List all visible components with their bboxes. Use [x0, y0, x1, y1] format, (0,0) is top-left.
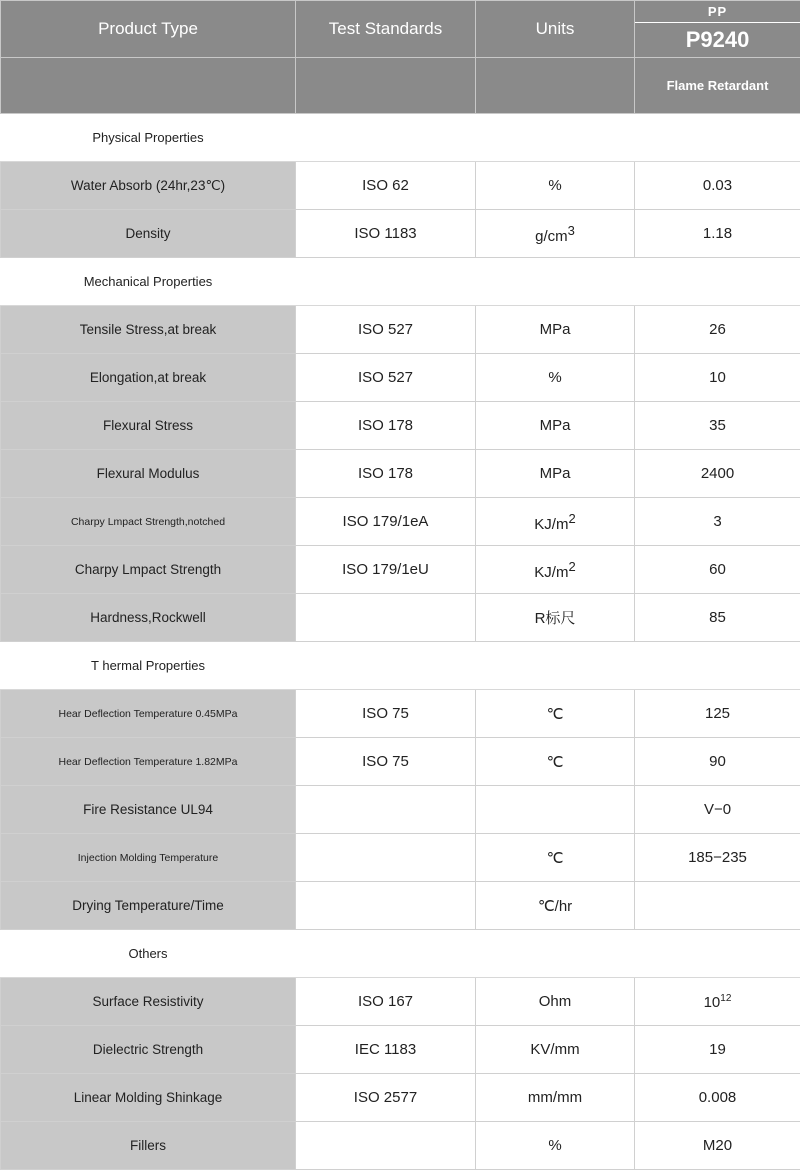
header-blank-1: [1, 58, 296, 114]
unit-text: ℃/hr: [537, 897, 573, 915]
header-units: Units: [476, 1, 635, 58]
test-standard: ISO 1183: [296, 210, 476, 258]
unit-cell: [476, 210, 635, 258]
value-text: 26: [709, 321, 726, 338]
unit-text: ℃: [546, 753, 564, 771]
value-cell: [635, 1074, 800, 1122]
unit-cell: [476, 450, 635, 498]
value-text: M20: [702, 1137, 733, 1154]
value-text: 19: [709, 1041, 726, 1058]
header-grade: Flame Retardant: [635, 58, 800, 114]
value-cell: [635, 402, 800, 450]
header-blank-2: [296, 58, 476, 114]
unit-text: KJ/m: [534, 515, 569, 533]
value-cell: [635, 306, 800, 354]
table-row: [1, 882, 800, 930]
unit-text: %: [548, 369, 562, 386]
table-row: [1, 690, 800, 738]
unit-superscript: 3: [567, 222, 575, 238]
table-row: [1, 354, 800, 402]
unit-text: %: [548, 177, 562, 194]
test-standard: ISO 178: [296, 402, 476, 450]
value-cell: [635, 738, 800, 786]
header-product-type: Product Type: [1, 1, 296, 58]
table-row: [1, 1122, 800, 1170]
value-cell: [635, 1122, 800, 1170]
unit-cell: [476, 594, 635, 642]
value-cell: [635, 786, 800, 834]
table-row: [1, 786, 800, 834]
section-title: Others: [128, 946, 168, 961]
property-name: Water Absorb (24hr,23℃): [1, 162, 296, 210]
property-name: Surface Resistivity: [1, 978, 296, 1026]
test-standard: ISO 178: [296, 450, 476, 498]
property-name: Linear Molding Shinkage: [1, 1074, 296, 1122]
test-standard: [296, 1122, 476, 1170]
table-row: [1, 1074, 800, 1122]
unit-cell: [476, 402, 635, 450]
property-name: Elongation,at break: [1, 354, 296, 402]
unit-text: ℃: [546, 849, 564, 867]
section-header-row: [1, 930, 800, 978]
property-name: Charpy Lmpact Strength: [1, 546, 296, 594]
table-row: [1, 546, 800, 594]
header-test-standards: Test Standards: [296, 1, 476, 58]
test-standard: ISO 527: [296, 306, 476, 354]
property-name: Density: [1, 210, 296, 258]
table-row: [1, 162, 800, 210]
unit-text: R标尺: [534, 610, 576, 627]
property-name: Fire Resistance UL94: [1, 786, 296, 834]
table-row: [1, 498, 800, 546]
property-name: Hardness,Rockwell: [1, 594, 296, 642]
unit-cell: [476, 1122, 635, 1170]
test-standard: ISO 527: [296, 354, 476, 402]
value-text: 2400: [700, 465, 735, 482]
table-row: [1, 978, 800, 1026]
header-model: P9240: [635, 23, 800, 58]
value-cell: [635, 594, 800, 642]
test-standard: ISO 179/1eU: [296, 546, 476, 594]
value-text: 10: [703, 993, 721, 1011]
value-cell: [635, 210, 800, 258]
test-standard: ISO 75: [296, 738, 476, 786]
table-row: [1, 402, 800, 450]
unit-cell: [476, 162, 635, 210]
value-text: 60: [709, 561, 726, 578]
test-standard: ISO 167: [296, 978, 476, 1026]
unit-cell: [476, 786, 635, 834]
value-text: 0.008: [698, 1089, 737, 1106]
unit-text: MPa: [539, 321, 571, 338]
unit-cell: [476, 498, 635, 546]
section-cell: [1, 258, 800, 306]
test-standard: [296, 834, 476, 882]
unit-cell: [476, 690, 635, 738]
unit-cell: [476, 1074, 635, 1122]
value-text: V−0: [703, 801, 732, 818]
test-standard: IEC 1183: [296, 1026, 476, 1074]
property-name: Drying Temperature/Time: [1, 882, 296, 930]
property-name: Dielectric Strength: [1, 1026, 296, 1074]
value-text: 0.03: [702, 177, 733, 194]
test-standard: ISO 75: [296, 690, 476, 738]
test-standard: ISO 62: [296, 162, 476, 210]
value-text: 90: [709, 753, 726, 770]
unit-text: KV/mm: [530, 1041, 580, 1058]
table-row: [1, 834, 800, 882]
section-header-row: [1, 114, 800, 162]
unit-superscript: 2: [568, 558, 576, 574]
value-text: 1.18: [702, 225, 733, 242]
value-text: 85: [709, 609, 726, 626]
test-standard: ISO 2577: [296, 1074, 476, 1122]
value-cell: [635, 546, 800, 594]
header-brand: PP: [635, 1, 800, 23]
table-row: [1, 738, 800, 786]
property-name: Hear Deflection Temperature 0.45MPa: [1, 690, 296, 738]
test-standard: [296, 594, 476, 642]
value-cell: [635, 978, 800, 1026]
unit-text: Ohm: [538, 993, 572, 1010]
value-cell: [635, 1026, 800, 1074]
section-title: T hermal Properties: [91, 658, 205, 673]
unit-cell: [476, 738, 635, 786]
section-header-row: [1, 258, 800, 306]
unit-cell: [476, 306, 635, 354]
unit-text: g/cm: [535, 227, 568, 245]
value-cell: [635, 498, 800, 546]
unit-cell: [476, 546, 635, 594]
property-name: Tensile Stress,at break: [1, 306, 296, 354]
value-text: 35: [709, 417, 726, 434]
section-title: Mechanical Properties: [83, 274, 213, 289]
section-title: Physical Properties: [92, 130, 204, 145]
property-name: Flexural Modulus: [1, 450, 296, 498]
test-standard: [296, 882, 476, 930]
value-cell: [635, 162, 800, 210]
value-cell: [635, 450, 800, 498]
value-cell: [635, 834, 800, 882]
header-blank-3: [476, 58, 635, 114]
value-cell: [635, 690, 800, 738]
unit-text: mm/mm: [527, 1089, 583, 1106]
table-row: [1, 450, 800, 498]
test-standard: ISO 179/1eA: [296, 498, 476, 546]
value-text: 125: [704, 705, 731, 722]
value-cell: [635, 882, 800, 930]
unit-cell: [476, 1026, 635, 1074]
unit-cell: [476, 354, 635, 402]
unit-text: KJ/m: [534, 563, 569, 581]
unit-text: MPa: [539, 417, 571, 434]
test-standard: [296, 786, 476, 834]
property-name: Hear Deflection Temperature 1.82MPa: [1, 738, 296, 786]
unit-text: MPa: [539, 465, 571, 482]
unit-text: %: [548, 1137, 562, 1154]
section-cell: [1, 930, 800, 978]
table-row: [1, 1026, 800, 1074]
value-cell: [635, 354, 800, 402]
unit-superscript: 2: [568, 510, 576, 526]
table-row: [1, 210, 800, 258]
section-cell: [1, 114, 800, 162]
unit-cell: [476, 834, 635, 882]
value-text: 3: [713, 513, 722, 530]
section-header-row: [1, 642, 800, 690]
value-text: 10: [709, 369, 726, 386]
property-name: Injection Molding Temperature: [1, 834, 296, 882]
section-cell: [1, 642, 800, 690]
property-name: Fillers: [1, 1122, 296, 1170]
property-name: Charpy Lmpact Strength,notched: [1, 498, 296, 546]
property-name: Flexural Stress: [1, 402, 296, 450]
table-row: [1, 594, 800, 642]
table-row: [1, 306, 800, 354]
value-superscript: 12: [720, 992, 732, 1004]
unit-cell: [476, 978, 635, 1026]
unit-text: ℃: [546, 705, 564, 723]
value-text: 185−235: [688, 849, 747, 866]
unit-cell: [476, 882, 635, 930]
